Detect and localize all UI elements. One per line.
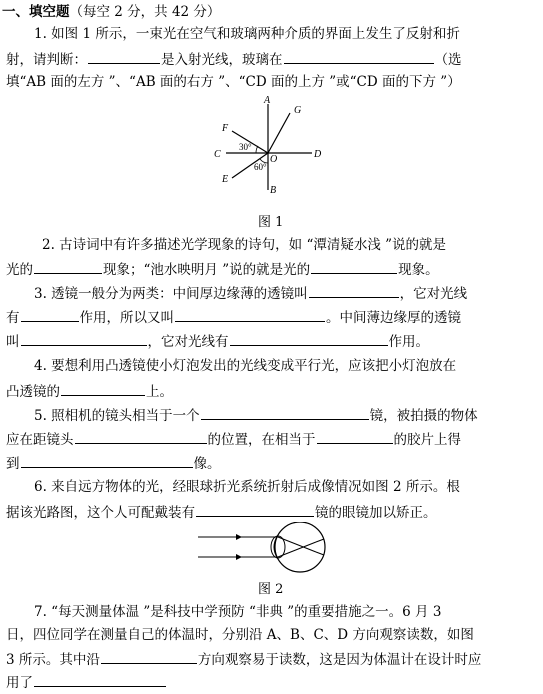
section-heading bbox=[2, 2, 220, 22]
figure-1-caption: 图 1 bbox=[258, 215, 284, 230]
q6-blank-1[interactable] bbox=[196, 501, 314, 517]
eyeball bbox=[275, 522, 325, 572]
q7-line-2 bbox=[6, 625, 474, 645]
q3-blank-3[interactable] bbox=[175, 306, 325, 322]
q2-text-2a: 光的 bbox=[6, 262, 33, 278]
label-o: O bbox=[270, 154, 278, 165]
q1-text-2c: （选 bbox=[434, 52, 462, 68]
q5-blank-1[interactable] bbox=[201, 404, 369, 420]
q7-text-2: 日，四位同学在测量自己的体温时，分别沿 A、B、C、D 方向观察读数，如图 bbox=[6, 627, 474, 643]
figure-2-caption: 图 2 bbox=[258, 582, 284, 597]
q3-blank-4[interactable] bbox=[21, 330, 147, 346]
label-c: C bbox=[214, 149, 221, 160]
q5-blank-2[interactable] bbox=[75, 428, 207, 444]
angle-30-label: 30° bbox=[239, 142, 252, 152]
q3-line-2 bbox=[6, 306, 461, 328]
q5-text-3a: 到 bbox=[6, 456, 20, 472]
q7-blank-2[interactable] bbox=[34, 671, 166, 687]
label-a: A bbox=[264, 96, 271, 106]
q1-line-1 bbox=[34, 24, 460, 44]
q4-text-2b: 上。 bbox=[146, 384, 173, 400]
angle-60-label: 60° bbox=[254, 162, 267, 172]
q6-text-1: 6. 来自远方物体的光，经眼球折光系统折射后成像情况如图 2 所示。根 bbox=[34, 479, 460, 495]
section-title: 一、填空题 bbox=[2, 4, 70, 20]
q3-text-2b: 作用，所以又叫 bbox=[79, 310, 174, 326]
q3-blank-5[interactable] bbox=[230, 330, 388, 346]
q3-text-3a: 叫 bbox=[6, 334, 20, 350]
q2-blank-2[interactable] bbox=[311, 258, 397, 274]
q3-blank-1[interactable] bbox=[309, 282, 399, 298]
q4-text-1: 4. 要想利用凸透镜使小灯泡发出的光线变成平行光，应该把小灯泡放在 bbox=[34, 358, 457, 374]
q2-line-1 bbox=[42, 235, 446, 255]
q3-text-1a: 3. 透镜一般分为两类：中间厚边缘薄的透镜叫 bbox=[34, 286, 308, 302]
q3-text-3b: ，它对光线有 bbox=[147, 334, 229, 350]
q6-line-2 bbox=[6, 501, 437, 523]
figure-1-diagram bbox=[212, 96, 332, 194]
q1-text-2a: 射，请判断： bbox=[6, 52, 87, 68]
q1-text-2b: 是入射光线，玻璃在 bbox=[161, 52, 283, 68]
section-note: （每空 2 分，共 42 分） bbox=[69, 4, 221, 20]
q5-line-1 bbox=[34, 404, 478, 426]
q4-line-2 bbox=[6, 380, 173, 402]
figure-2-eye-diagram bbox=[198, 522, 346, 574]
q6-line-1 bbox=[34, 477, 460, 497]
q7-line-1 bbox=[34, 602, 441, 622]
q7-text-4a: 用了 bbox=[6, 675, 33, 691]
q5-line-2 bbox=[6, 428, 461, 450]
q5-text-3b: 像。 bbox=[193, 456, 221, 472]
label-e: E bbox=[222, 174, 229, 185]
q5-text-1b: 镜，被拍摄的物体 bbox=[369, 408, 478, 424]
q3-text-1b: ，它对光线 bbox=[399, 286, 468, 302]
q2-line-2 bbox=[6, 258, 439, 280]
q4-line-1 bbox=[34, 356, 456, 376]
q1-text-1: 1. 如图 1 所示，一束光在空气和玻璃两种介质的界面上发生了反射和折 bbox=[34, 26, 460, 42]
q7-text-3a: 3 所示。其中沿 bbox=[6, 652, 100, 668]
q1-blank-2[interactable] bbox=[284, 48, 434, 64]
q3-blank-2[interactable] bbox=[21, 306, 79, 322]
q1-line-3 bbox=[6, 72, 461, 92]
q6-text-2a: 据该光路图，这个人可配戴装有 bbox=[6, 505, 195, 521]
label-d: D bbox=[314, 149, 322, 160]
q1-line-2 bbox=[6, 48, 462, 70]
q1-text-3: 填“AB 面的左方 ”、“AB 面的右方 ”、“CD 面的上方 ”或“CD 面的下方 ”） bbox=[6, 74, 461, 90]
q2-text-1: 2. 古诗词中有许多描述光学现象的诗句，如 “潭清疑水浅 ”说的就是 bbox=[42, 237, 447, 253]
q5-text-2a: 应在距镜头 bbox=[6, 432, 74, 448]
q3-text-3c: 作用。 bbox=[388, 334, 429, 350]
q4-blank-1[interactable] bbox=[61, 380, 145, 396]
q6-text-2b: 镜的眼镜加以矫正。 bbox=[315, 505, 437, 521]
q7-text-3b: 方向观察易于读数，这是因为体温计在设计时应 bbox=[197, 652, 482, 668]
q2-text-2b: 现象；“池水映明月 ”说的就是光的 bbox=[103, 262, 311, 278]
q5-text-2c: 的胶片上得 bbox=[393, 432, 461, 448]
q5-line-3 bbox=[6, 452, 221, 474]
label-f: F bbox=[222, 123, 229, 134]
q3-text-2a: 有 bbox=[6, 310, 20, 326]
label-g: G bbox=[294, 105, 302, 116]
q7-line-3 bbox=[6, 648, 481, 670]
q1-blank-1[interactable] bbox=[88, 48, 160, 64]
q4-text-2a: 凸透镜的 bbox=[6, 384, 60, 400]
q3-line-1 bbox=[34, 282, 467, 304]
q3-text-2c: 。中间薄边缘厚的透镜 bbox=[326, 310, 461, 326]
q7-text-1: 7. “每天测量体温 ”是科技中学预防 “非典 ”的重要措施之一。6 月 3 bbox=[34, 604, 442, 620]
q2-blank-1[interactable] bbox=[34, 258, 102, 274]
q5-text-1a: 5. 照相机的镜头相当于一个 bbox=[34, 408, 200, 424]
label-b: B bbox=[270, 185, 277, 194]
q5-blank-4[interactable] bbox=[21, 452, 193, 468]
q2-text-2c: 现象。 bbox=[398, 262, 439, 278]
q5-text-2b: 的位置，在相当于 bbox=[207, 432, 316, 448]
q7-blank-1[interactable] bbox=[101, 648, 197, 664]
q3-line-3 bbox=[6, 330, 429, 352]
ray-og bbox=[268, 113, 290, 153]
q5-blank-3[interactable] bbox=[317, 428, 393, 444]
q7-line-4 bbox=[6, 671, 167, 693]
